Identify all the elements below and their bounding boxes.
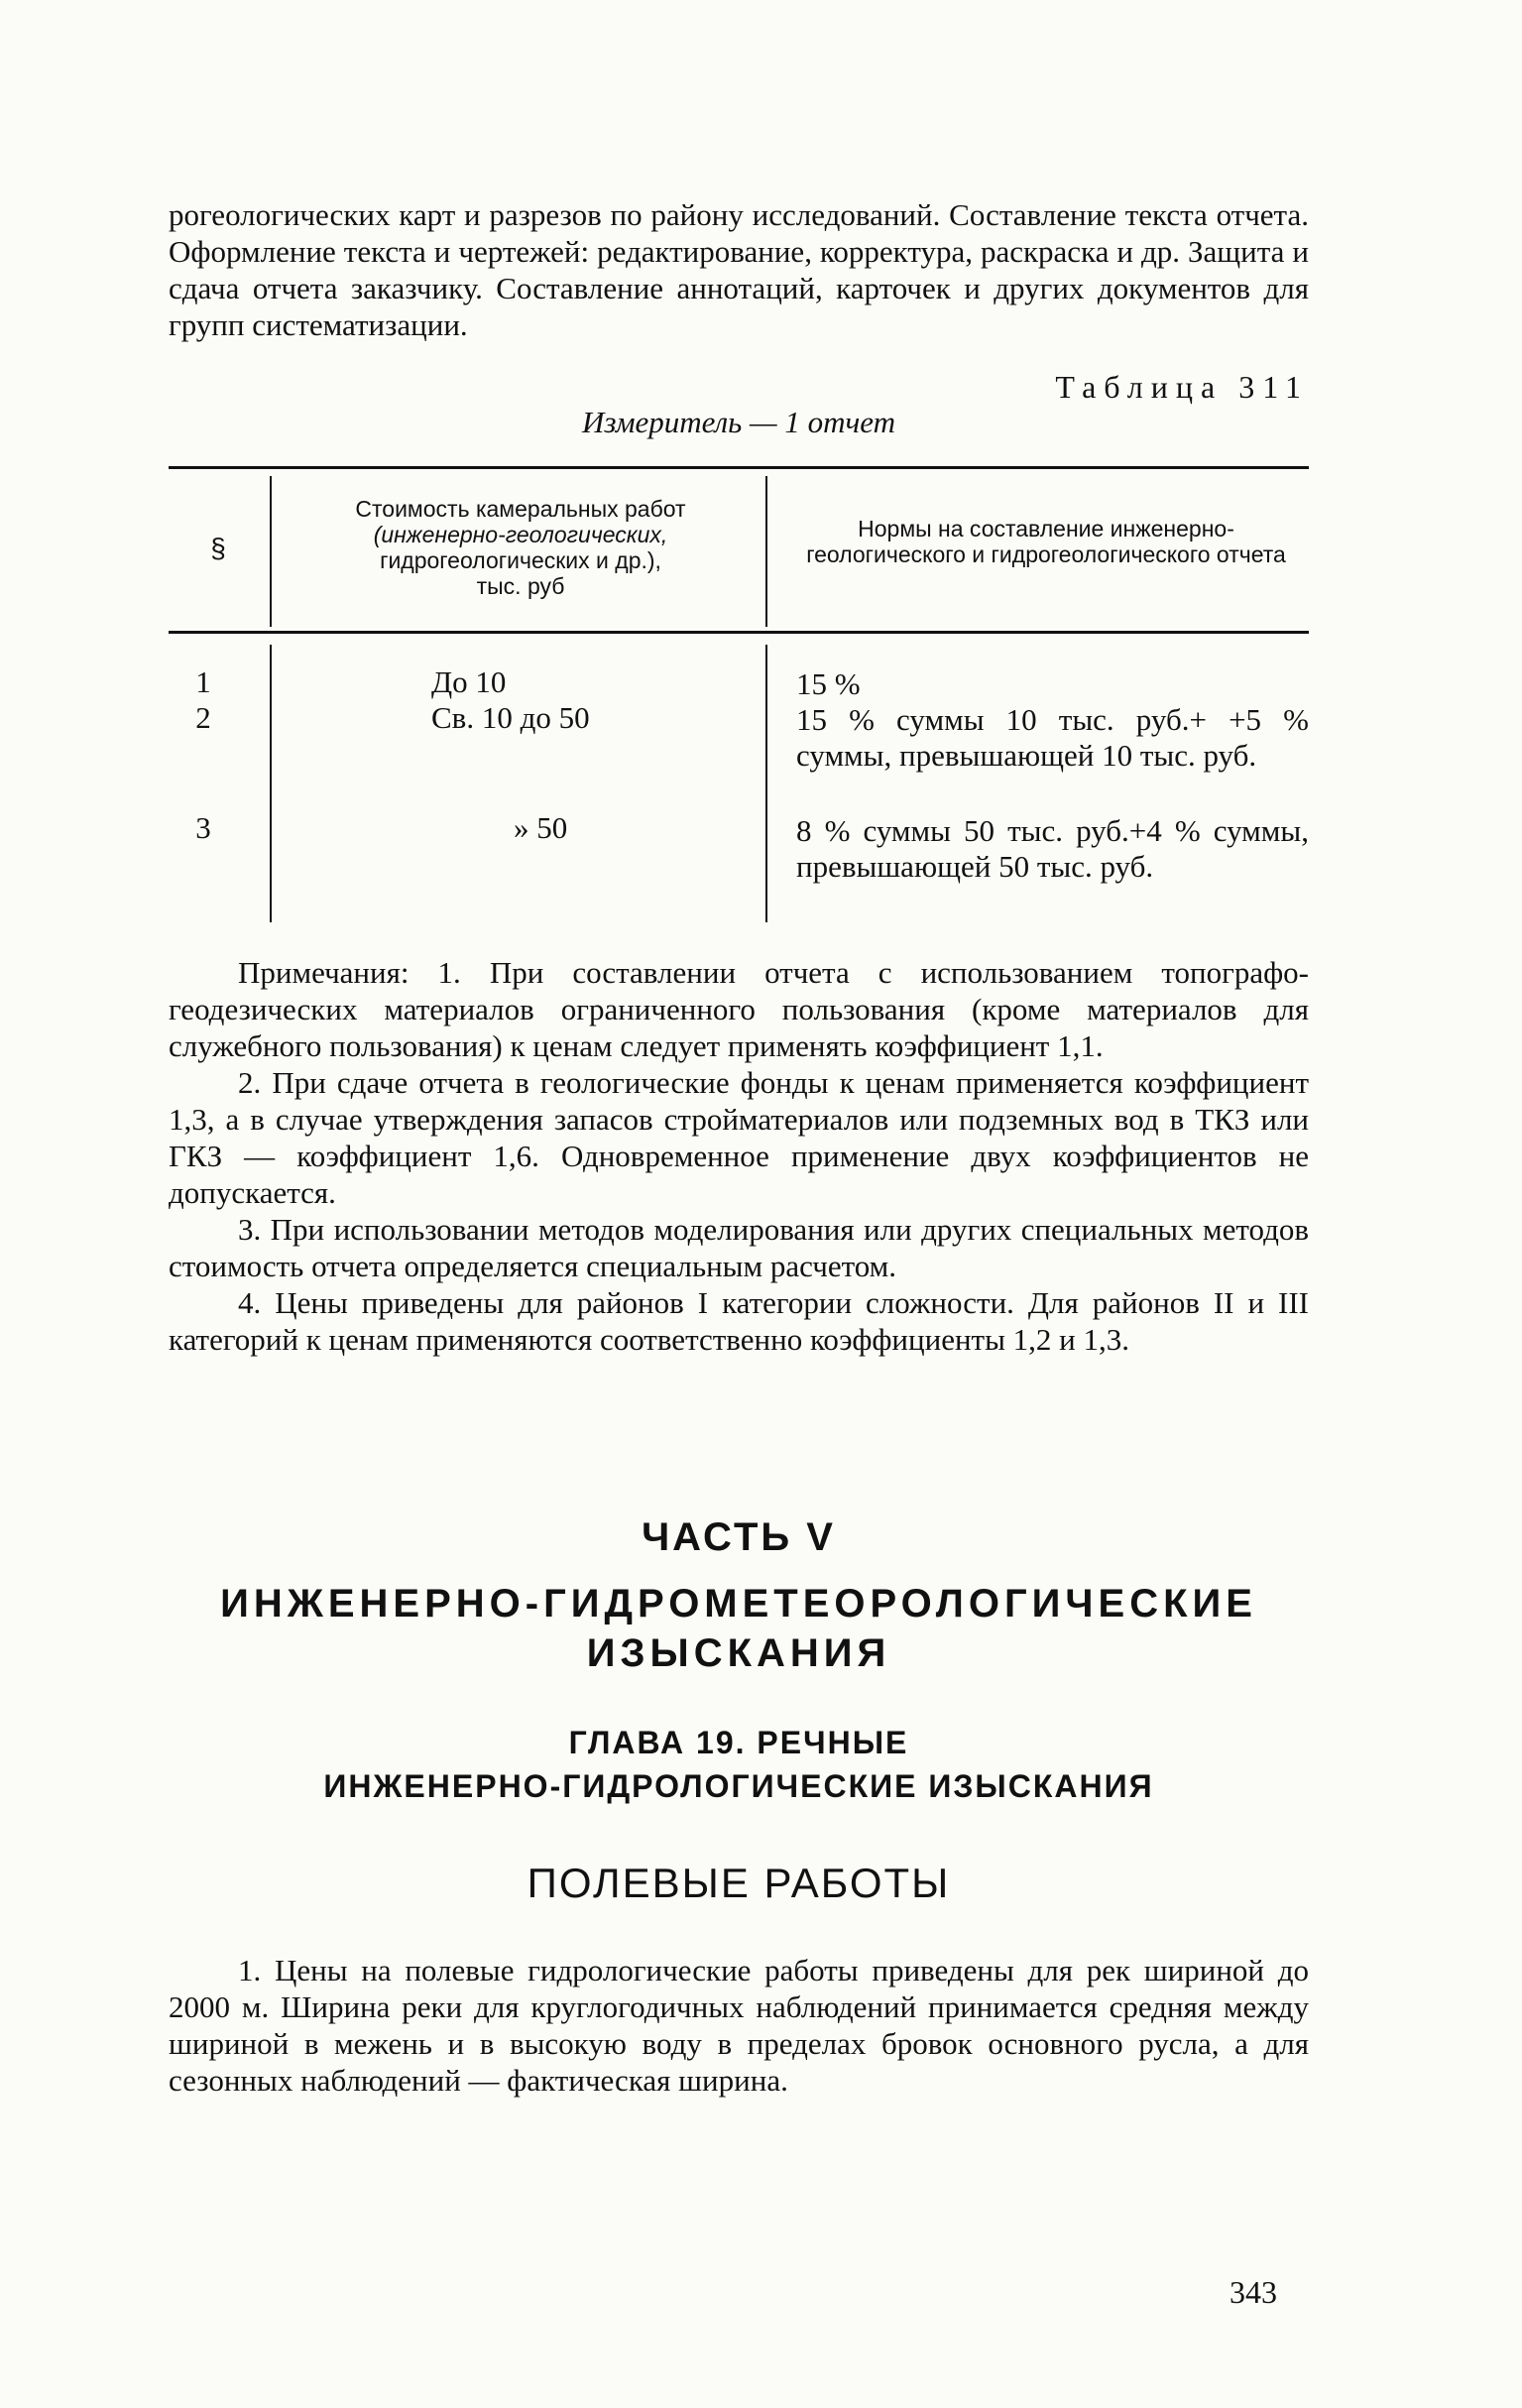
intro-text: рогеологических карт и разрезов по району исследований. Составление текста отчета. Оформление текста и чертежей: редактирование, корректура, раскраска и др. Защита и сдача отчета заказчику. Составление аннотаций, карточек и других документов для групп систематизации.	[169, 197, 1309, 342]
table-label: Таблица 311	[1055, 369, 1309, 405]
table-vline-2-header	[765, 476, 767, 627]
chapter-title-line2: ИНЖЕНЕРНО-ГИДРОЛОГИЧЕСКИЕ ИЗЫСКАНИЯ	[323, 1768, 1154, 1804]
section-title: ПОЛЕВЫЕ РАБОТЫ	[527, 1860, 951, 1906]
table-header-col3: Нормы на составление инженерно-геологического и гидрогеологического отчета	[806, 516, 1286, 567]
table-row-2-cost: Св. 10 до 50	[431, 700, 590, 735]
table-row-1-norm: 15 %	[796, 666, 861, 701]
table-row-3-cost: » 50	[514, 810, 568, 845]
table-vline-2-body	[765, 645, 767, 922]
table-row-2-num: 2	[195, 700, 211, 735]
table-row-1-num: 1	[195, 664, 211, 699]
table-top-rule	[169, 466, 1309, 469]
table-header-col1: §	[210, 533, 226, 563]
note-4: 4. Цены приведены для районов I категории сложности. Для районов II и III категорий к ценам применяются соответственно коэффициенты 1,2 и 1,3.	[169, 1285, 1309, 1357]
table-row-1-cost: До 10	[431, 664, 507, 699]
part-subtitle-line1: ИНЖЕНЕРНО-ГИДРОМЕТЕОРОЛОГИЧЕСКИЕ	[220, 1582, 1257, 1625]
table-vline-1-body	[270, 645, 272, 922]
note-2: 2. При сдаче отчета в геологические фонды к ценам применяется коэффициент 1,3, а в случае утверждения запасов стройматериалов или подземных вод в ТКЗ или ГКЗ — коэффициент 1,6. Одновременное применение двух коэффициентов не допускается.	[169, 1065, 1309, 1210]
table-header-rule	[169, 631, 1309, 634]
page-number: 343	[1229, 2274, 1277, 2310]
table-row-2-norm: 15 % суммы 10 тыс. руб.+ +5 % суммы, превышающей 10 тыс. руб.	[796, 702, 1309, 773]
notes-block	[169, 954, 1309, 1358]
table-row-3-norm: 8 % суммы 50 тыс. руб.+4 % суммы, превышающей 50 тыс. руб.	[796, 813, 1309, 884]
note-1: Примечания: 1. При составлении отчета с использованием топографо-геодезических материалов ограниченного пользования (кроме материалов для служебного пользования) к ценам следует применять коэффициент 1,1.	[169, 955, 1309, 1063]
table-vline-1-header	[270, 476, 272, 627]
part-subtitle	[169, 1579, 1309, 1678]
table-row-3-num: 3	[195, 810, 211, 845]
table-header-col2-line4: тыс. руб	[476, 573, 565, 599]
table-header-col2-line1: Стоимость камеральных работ	[355, 496, 686, 522]
table-header-col2-line3: гидрогеологических и др.),	[380, 547, 661, 573]
table-measure: Измеритель — 1 отчет	[582, 405, 895, 439]
part-title: ЧАСТЬ V	[642, 1515, 836, 1559]
intro-paragraph	[169, 196, 1309, 343]
chapter-title-line1: ГЛАВА 19. РЕЧНЫЕ	[568, 1725, 909, 1760]
paragraph-1: 1. Цены на полевые гидрологические работы приведены для рек шириной до 2000 м. Ширина реки для круглогодичных наблюдений принимается средняя между шириной в межень и в высокую воду в пределах бровок основного русла, а для сезонных наблюдений — фактическая ширина.	[169, 1953, 1309, 2098]
table-header-col2	[288, 496, 754, 599]
body-paragraph	[169, 1952, 1309, 2099]
part-subtitle-line2: ИЗЫСКАНИЯ	[586, 1631, 891, 1675]
note-3: 3. При использовании методов моделирования или других специальных методов стоимость отчета определяется специальным расчетом.	[169, 1212, 1309, 1283]
chapter-title	[169, 1721, 1309, 1808]
table-header-col2-line2: (инженерно-геологических,	[373, 522, 668, 547]
